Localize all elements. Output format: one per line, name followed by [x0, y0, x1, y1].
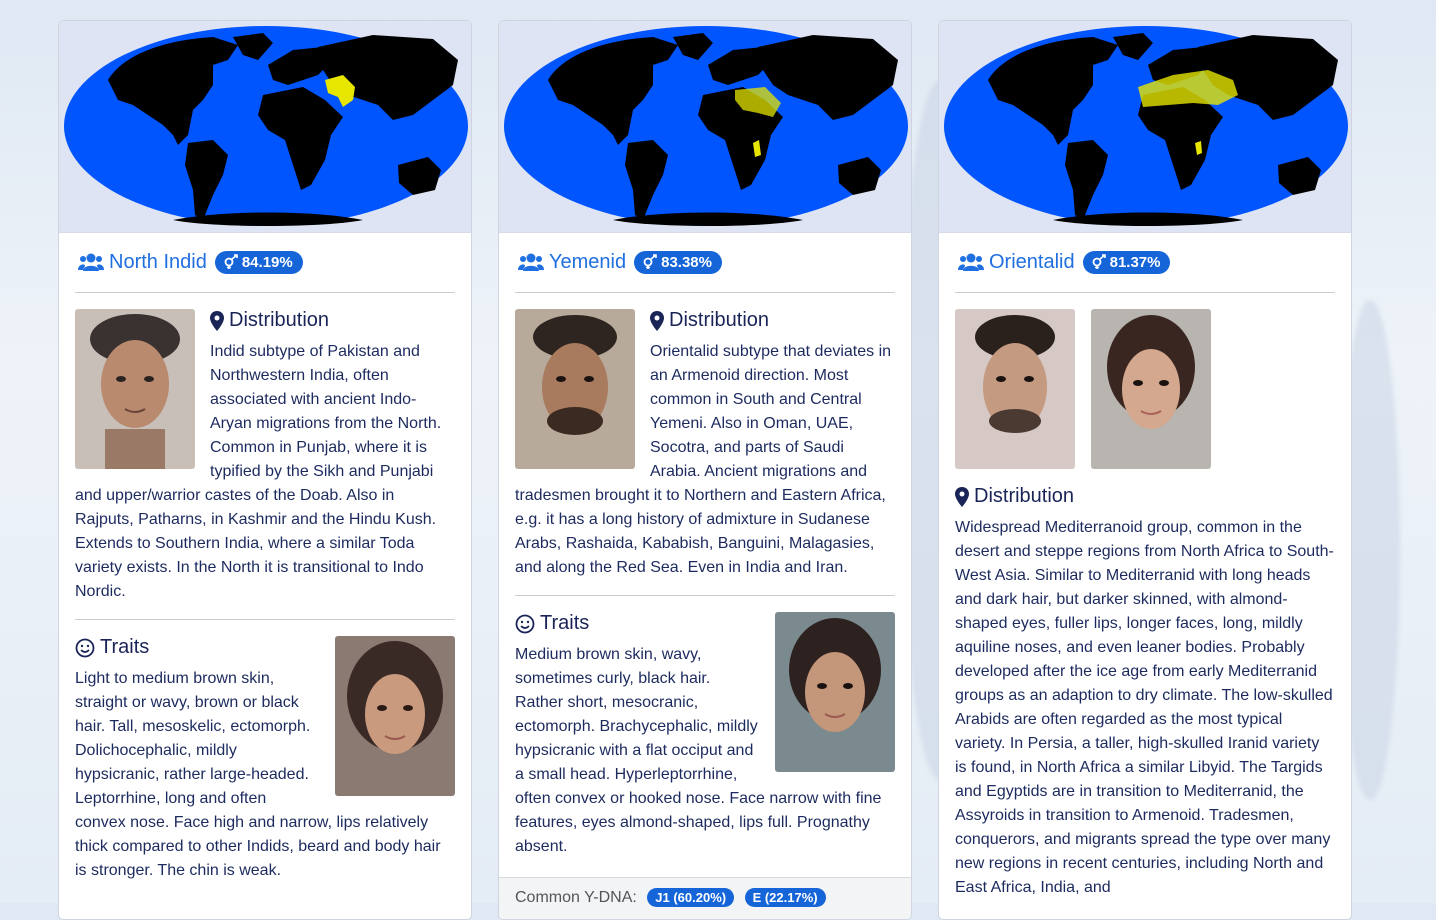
traits-heading: Traits — [75, 636, 320, 659]
match-percent: 83.38% — [661, 253, 712, 271]
distribution-text: Orientalid subtype that deviates in an Armenoid direction. Most common in South and Central Yemeni. Also in Oman, UAE, Socotra, and parts of Saudi Arabia. Ancient migrations and tradesmen brought it to Northern and Eastern Africa, e.g. it has a long history of admixture in Sudanese Arabs, Rashaida, Kababish, Banguini, Malagasies, and along the Red Sea. Even in India and Iran. — [515, 343, 892, 576]
distribution-map — [59, 21, 471, 233]
world-map-image — [63, 25, 469, 229]
match-badge — [215, 251, 303, 274]
card-header — [958, 247, 1335, 277]
card-header — [518, 247, 895, 277]
match-badge — [1083, 251, 1171, 274]
male-face-photo — [75, 309, 195, 469]
map-marker-icon — [955, 487, 969, 507]
race-title-link[interactable] — [958, 251, 1075, 274]
photo-row — [955, 309, 1335, 469]
card-header — [78, 247, 455, 277]
race-title-link[interactable] — [78, 251, 207, 274]
divider — [515, 595, 895, 596]
race-card — [498, 20, 912, 920]
distribution-map — [499, 21, 911, 233]
distribution-text: Indid subtype of Pakistan and Northwestern India, often associated with ancient Indo-Aryan migrations from the North. Common in Punjab, where it is typified by the Sikh and Punjabi and upper/warrior castes of the Doab. Also in Rajputs, Patharns, in Kashmir and the Hindu Kush. Extends to Southern India, where a similar Toda variety exists. In the North it is transitional to Indo Nordic. — [75, 343, 442, 600]
gender-icon — [223, 254, 239, 270]
divider — [75, 619, 455, 620]
users-icon — [958, 252, 984, 272]
race-card — [938, 20, 1352, 920]
distribution-map — [939, 21, 1351, 233]
world-map-image — [503, 25, 909, 229]
world-map-image — [943, 25, 1349, 229]
map-marker-icon — [650, 311, 664, 331]
divider — [515, 292, 895, 293]
gender-icon — [642, 254, 658, 270]
race-title: North Indid — [109, 250, 207, 273]
race-card — [58, 20, 472, 920]
users-icon — [518, 252, 544, 272]
traits-text: Light to medium brown skin, straight or wavy, brown or black hair. Tall, mesoskelic, ectomorph. Dolichocephalic, mildly hypsicranic, rather large-headed. Leptorrhine, long and often convex nose. Face high and narrow, lips relatively thick compared to other Indids, beard and body hair is stronger. The chin is weak. — [75, 670, 441, 879]
male-face-photo — [955, 309, 1075, 469]
race-title-link[interactable] — [518, 251, 626, 274]
race-title: Yemenid — [549, 250, 627, 273]
match-percent: 81.37% — [1109, 253, 1161, 271]
smile-icon — [75, 638, 95, 658]
divider — [955, 292, 1335, 293]
male-face-photo — [515, 309, 635, 469]
ydna-footer — [499, 877, 911, 920]
smile-icon — [515, 614, 535, 634]
female-face-photo — [775, 612, 895, 772]
female-face-photo — [335, 636, 455, 796]
match-percent: 84.19% — [241, 253, 293, 271]
traits-text: Medium brown skin, wavy, sometimes curly, black hair. Rather short, mesocranic, ectomorph. Brachycephalic, mildly hypsicranic with a flat occiput and a small head. Hyperleptorrhine, often convex or hooked nose. Face narrow with fine features, eyes almond-shaped, lips full. Prognathy absent. — [515, 646, 882, 855]
gender-icon — [1091, 254, 1107, 270]
distribution-heading: Distribution — [650, 309, 895, 332]
ydna-label: Common Y-DNA: — [515, 889, 637, 906]
divider — [75, 292, 455, 293]
map-marker-icon — [210, 311, 224, 331]
race-title: Orientalid — [989, 250, 1075, 273]
distribution-heading: Distribution — [210, 309, 455, 332]
female-face-photo — [1091, 309, 1211, 469]
match-badge — [634, 251, 722, 274]
ydna-badge: E (22.17%) — [745, 888, 826, 907]
users-icon — [78, 252, 104, 272]
ydna-badge: J1 (60.20%) — [647, 888, 734, 907]
distribution-text: Widespread Mediterranoid group, common in the desert and steppe regions from North Africa to South-West Asia. Similar to Mediterranid with long heads and dark hair, but darker skinned, with almond-shaped eyes, fuller lips, longer faces, long, mildly aquiline noses, and even leaner bodies. Probably developed after the ice age from early Mediterranid groups as an adaption to dry climate. The low-skulled Arabids are often regarded as the most typical variety. In Persia, a taller, high-skulled Iranid variety is found, in North Africa a similar Libyid. The Targids and Egyptids are in transition to Mediterranid, the Assyroids in transition to Armenoid. Tradesmen, conquerors, and migrants spread the type over many new regions in recent centuries, including North and East Africa, India, and — [955, 519, 1334, 896]
traits-heading: Traits — [515, 612, 760, 635]
distribution-heading: Distribution — [955, 485, 1335, 508]
